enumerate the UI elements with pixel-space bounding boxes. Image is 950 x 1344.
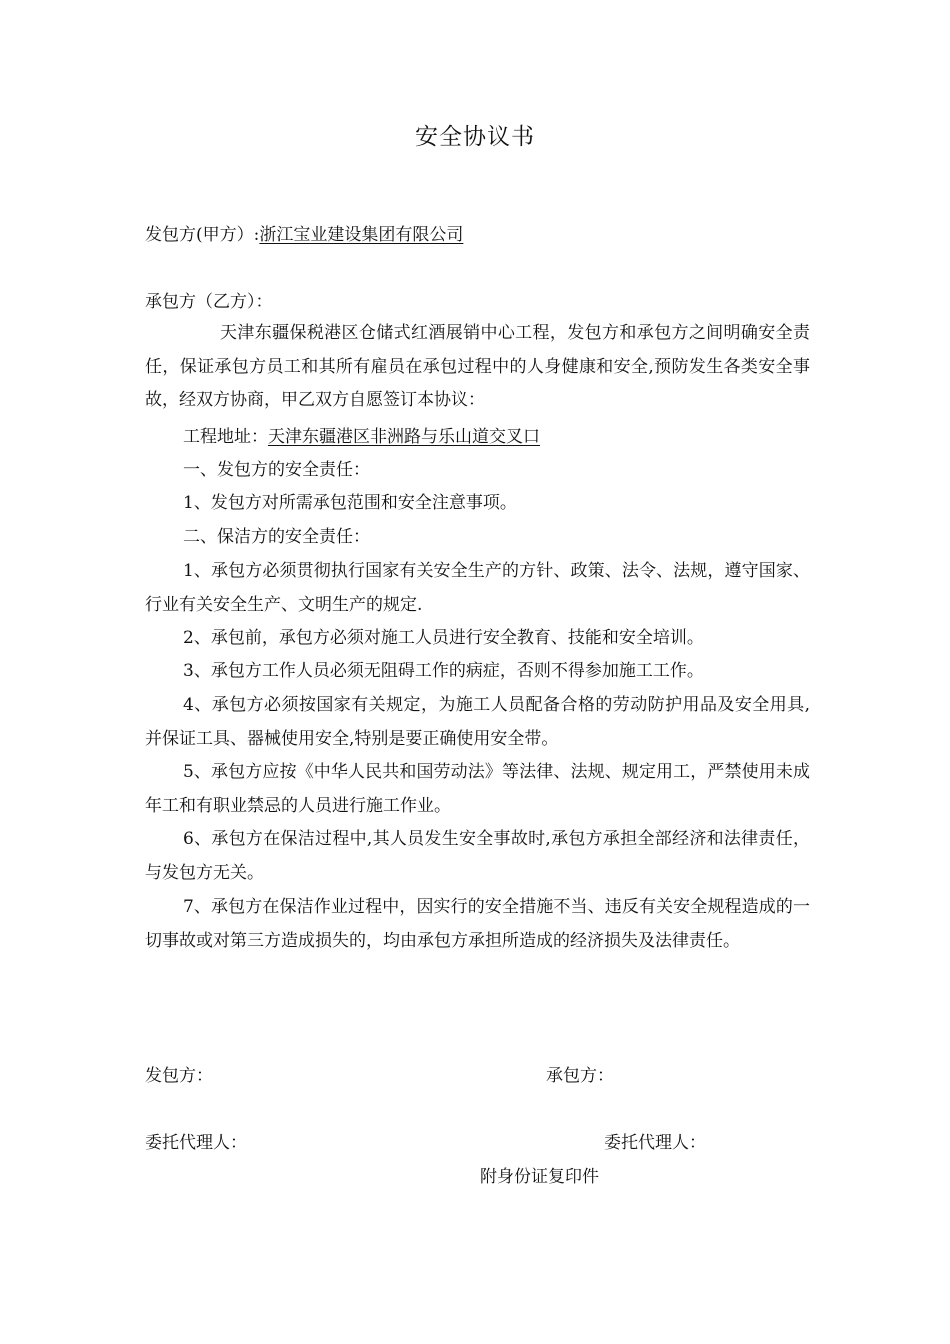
- section1-item: 1、发包方对所需承包范围和安全注意事项。: [183, 493, 517, 513]
- party-a-name: 浙江宝业建设集团有限公司: [259, 225, 464, 245]
- agent-a-label: 委托代理人：: [145, 1133, 247, 1153]
- party-b-line: [145, 286, 810, 318]
- address-value: 天津东疆港区非洲路与乐山道交叉口: [268, 427, 540, 447]
- party-a-signature-label: 发包方：: [145, 1066, 213, 1086]
- section2-item-2: 2、承包前，承包方必须对施工人员进行安全教育、技能和安全培训。: [183, 628, 704, 648]
- section1-heading: 一、发包方的安全责任：: [183, 460, 370, 480]
- party-a-label: 发包方(甲方）:: [145, 225, 260, 245]
- section2-heading: 二、保洁方的安全责任：: [183, 527, 370, 547]
- address-label: 工程地址：: [183, 427, 268, 447]
- party-b-label: 承包方（乙方）：: [145, 292, 273, 312]
- agent-b-label: 委托代理人：: [604, 1133, 706, 1153]
- section2-item-3: 3、承包方工作人员必须无阻碍工作的病症，否则不得参加施工工作。: [183, 661, 704, 681]
- section2-item-5: 5、承包方应按《中华人民共和国劳动法》等法律、法规、规定用工，严禁使用未成年工和有职业禁忌的人员进行施工作业。: [145, 762, 810, 816]
- party-b-signature-label: 承包方：: [546, 1066, 614, 1086]
- section2-item-1: 1、承包方必须贯彻执行国家有关安全生产的方针、政策、法令、法规，遵守国家、行业有关安全生产、文明生产的规定.: [145, 561, 810, 615]
- party-a-line: [145, 219, 810, 251]
- address-line: [145, 421, 848, 453]
- intro-paragraph: 天津东疆保税港区仓储式红酒展销中心工程，发包方和承包方之间明确安全责任，保证承包方员工和其所有雇员在承包过程中的人身健康和安全,预防发生各类安全事故，经双方协商，甲乙双方自愿签订本协议：: [145, 323, 810, 410]
- section2-item-4: 4、承包方必须按国家有关规定，为施工人员配备合格的劳动防护用品及安全用具,并保证工具、器械使用安全,特别是要正确使用安全带。: [145, 695, 810, 749]
- id-copy-note: 附身份证复印件: [480, 1167, 599, 1187]
- document-title: 安全协议书: [415, 124, 535, 150]
- section2-item-6: 6、承包方在保洁过程中,其人员发生安全事故时,承包方承担全部经济和法律责任，与发包方无关。: [145, 829, 810, 883]
- section2-item-7: 7、承包方在保洁作业过程中，因实行的安全措施不当、违反有关安全规程造成的一切事故或对第三方造成损失的，均由承包方承担所造成的经济损失及法律责任。: [145, 897, 810, 951]
